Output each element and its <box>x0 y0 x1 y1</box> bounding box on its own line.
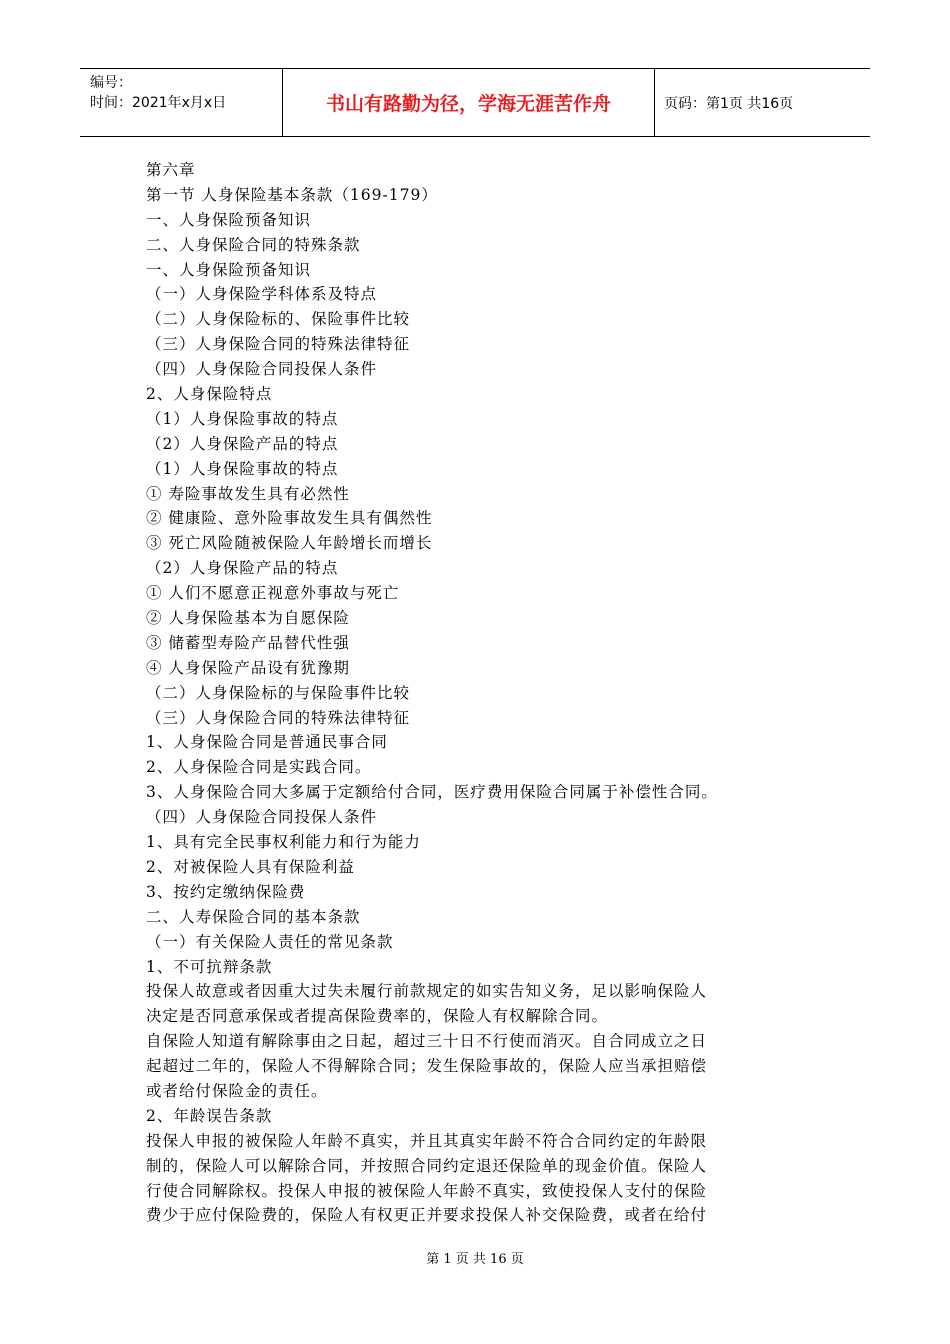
number-label: 编号： <box>90 75 132 91</box>
time-label: 时间：2021年x月x日 <box>90 95 227 111</box>
text-line: （一）有关保险人责任的常见条款 <box>146 932 394 951</box>
text-line: ④ 人身保险产品设有犹豫期 <box>146 658 350 677</box>
text-line: 2、对被保险人具有保险利益 <box>146 857 355 876</box>
text-line: 3、按约定缴纳保险费 <box>146 882 306 901</box>
text-line: 二、人寿保险合同的基本条款 <box>146 907 361 926</box>
text-line: 第一节 人身保险基本条款（169-179） <box>146 185 438 204</box>
header-motto: 书山有路勤为径，学海无涯苦作舟 <box>282 69 655 136</box>
text-line: 决定是否同意承保或者提高保险费率的，保险人有权解除合同。 <box>146 1007 609 1026</box>
header-page-info: 页码：第1页 共16页 <box>664 95 794 112</box>
text-line: 投保人故意或者因重大过失未履行前款规定的如实告知义务，足以影响保险人 <box>146 982 708 1001</box>
text-line: （三）人身保险合同的特殊法律特征 <box>146 335 411 354</box>
text-line: 一、人身保险预备知识 <box>146 260 312 279</box>
text-line: ② 人身保险基本为自愿保险 <box>146 609 350 628</box>
text-line: 2、人身保险特点 <box>146 385 273 404</box>
text-line: 2、人身保险合同是实践合同。 <box>146 758 372 777</box>
text-line: （1）人身保险事故的特点 <box>146 459 339 478</box>
text-line: （二）人身保险标的、保险事件比较 <box>146 310 411 329</box>
text-line: （一）人身保险学科体系及特点 <box>146 285 378 304</box>
text-line: （2）人身保险产品的特点 <box>146 434 339 453</box>
text-line: ① 人们不愿意正视意外事故与死亡 <box>146 584 400 603</box>
text-line: 或者给付保险金的责任。 <box>146 1081 328 1100</box>
text-line: 2、年龄误告条款 <box>146 1106 273 1125</box>
text-line: （2）人身保险产品的特点 <box>146 559 339 578</box>
text-line: （三）人身保险合同的特殊法律特征 <box>146 708 411 727</box>
text-line: 制的，保险人可以解除合同，并按照合同约定退还保险单的现金价值。保险人 <box>146 1156 708 1175</box>
header-meta <box>80 69 282 136</box>
text-line: ② 健康险、意外险事故发生具有偶然性 <box>146 509 433 528</box>
page-footer: 第 1 页 共 16 页 <box>426 1252 524 1267</box>
text-line: 投保人申报的被保险人年龄不真实，并且其真实年龄不符合合同约定的年龄限 <box>146 1131 708 1150</box>
text-line: 1、具有完全民事权利能力和行为能力 <box>146 833 421 852</box>
text-line: 费少于应付保险费的，保险人有权更正并要求投保人补交保险费，或者在给付 <box>146 1206 708 1225</box>
page-header <box>80 68 870 137</box>
text-line: （四）人身保险合同投保人条件 <box>146 360 378 379</box>
text-line: 自保险人知道有解除事由之日起，超过三十日不行使而消灭。自合同成立之日 <box>146 1032 708 1051</box>
text-line: 一、人身保险预备知识 <box>146 210 312 229</box>
text-line: 1、不可抗辩条款 <box>146 957 273 976</box>
text-line: 行使合同解除权。投保人申报的被保险人年龄不真实，致使投保人支付的保险 <box>146 1181 708 1200</box>
text-line: （1）人身保险事故的特点 <box>146 409 339 428</box>
text-line: 3、人身保险合同大多属于定额给付合同，医疗费用保险合同属于补偿性合同。 <box>146 783 718 802</box>
text-line: 二、人身保险合同的特殊条款 <box>146 235 361 254</box>
text-line: ③ 储蓄型寿险产品替代性强 <box>146 633 350 652</box>
text-line: 起超过二年的，保险人不得解除合同；发生保险事故的，保险人应当承担赔偿 <box>146 1057 708 1076</box>
text-line: 第六章 <box>146 161 196 179</box>
document-body <box>146 158 816 1228</box>
text-line: 1、人身保险合同是普通民事合同 <box>146 733 388 752</box>
text-line: ③ 死亡风险随被保险人年龄增长而增长 <box>146 534 433 553</box>
text-line: （四）人身保险合同投保人条件 <box>146 808 378 827</box>
text-line: （二）人身保险标的与保险事件比较 <box>146 683 411 702</box>
text-line: ① 寿险事故发生具有必然性 <box>146 484 350 503</box>
